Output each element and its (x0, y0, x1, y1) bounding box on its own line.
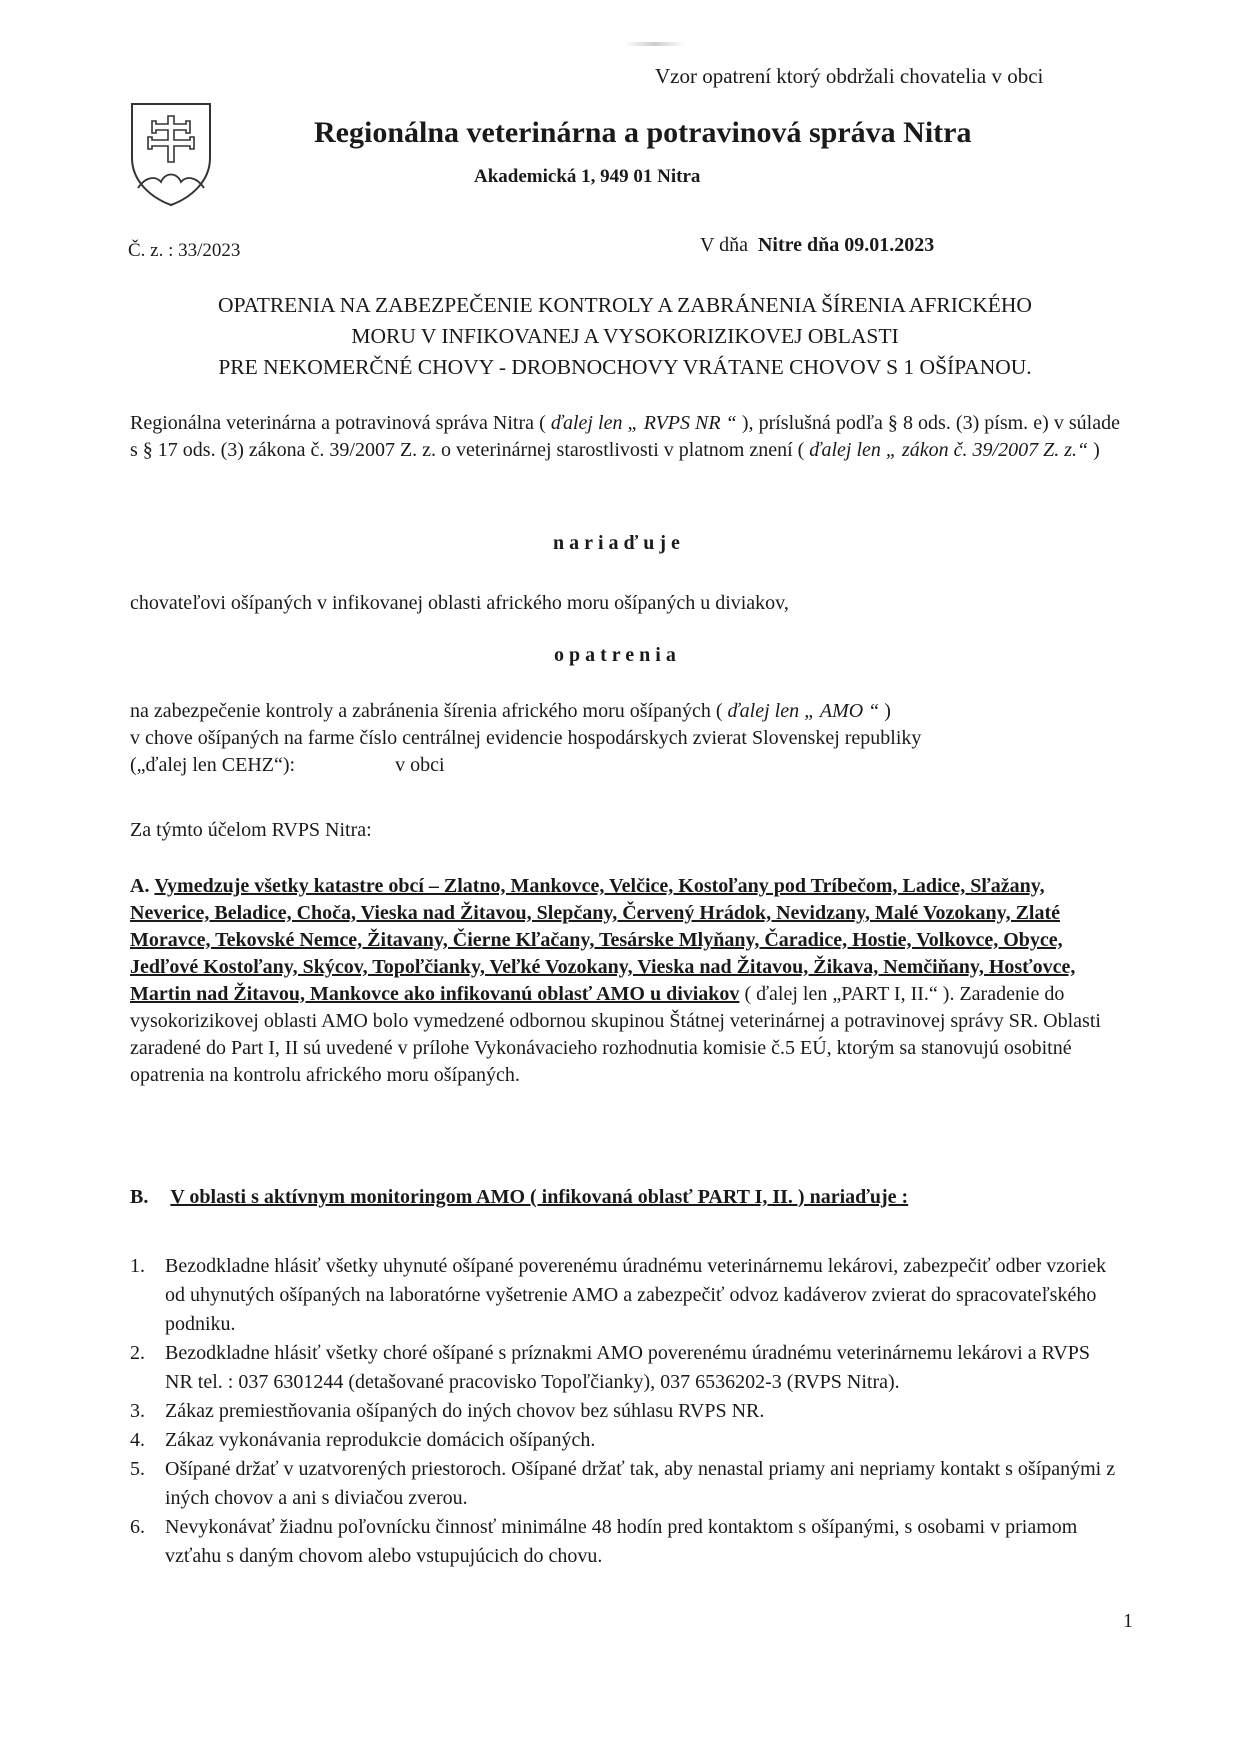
intro-text: ) (1088, 439, 1100, 461)
item-text: Ošípané držať v uzatvorených priestoroch. Ošípané držať tak, aby nenastal priamy ani nepriamy kontakt s ošípanými z iných chovov a ani s diviačou zverou. (165, 1458, 1116, 1509)
list-item (130, 1339, 1120, 1397)
list-item (130, 1455, 1120, 1513)
section-a (130, 873, 1120, 1089)
list-item (130, 1397, 1120, 1426)
date-prefix: V dňa (700, 234, 748, 256)
purpose-text: („ďalej len CEHZ“): (130, 754, 296, 776)
item-text: Zákaz premiestňovania ošípaných do iných chovov bez súhlasu RVPS NR. (165, 1400, 765, 1422)
organization-address: Akademická 1, 949 01 Nitra (474, 166, 701, 187)
intro-text: Regionálna veterinárna a potravinová správa Nitra ( (130, 412, 551, 434)
opatrenia-heading: opatrenia (554, 644, 681, 666)
section-b-heading (130, 1186, 908, 1209)
for-purpose-line: Za týmto účelom RVPS Nitra: (130, 819, 372, 841)
purpose-text: na zabezpečenie kontroly a zabránenia šírenia afrického moru ošípaných ( (130, 700, 728, 722)
reference-number: Č. z. : 33/2023 (128, 240, 241, 261)
section-b-title: V oblasti s aktívnym monitoringom AMO ( infikovaná oblasť PART I, II. ) nariaďuje : (170, 1186, 909, 1208)
item-number: 5. (130, 1458, 145, 1480)
purpose-line (130, 698, 1120, 725)
title-line: OPATRENIA NA ZABEZPEČENIE KONTROLY A ZABRÁNENIA ŠÍRENIA AFRICKÉHO (218, 293, 1032, 317)
intro-paragraph (130, 410, 1120, 464)
item-number: 6. (130, 1516, 145, 1538)
item-number: 3. (130, 1400, 145, 1422)
list-item (130, 1513, 1120, 1571)
purpose-line: v chove ošípaných na farme číslo centrálnej evidencie hospodárskych zvierat Slovenskej republiky (130, 727, 922, 749)
list-item (130, 1426, 1120, 1455)
item-number: 1. (130, 1255, 145, 1277)
item-text: Zákaz vykonávania reprodukcie domácich ošípaných. (165, 1429, 596, 1451)
measures-list (130, 1252, 1120, 1571)
list-item (130, 1252, 1120, 1339)
nariaduje-heading: nariaďuje (553, 532, 685, 554)
intro-abbrev: ďalej len „ zákon č. 39/2007 Z. z.“ (809, 439, 1089, 461)
header-note: Vzor opatrení ktorý obdržali chovatelia v obci (655, 64, 1044, 88)
item-text: Nevykonávať žiadnu poľovnícku činnosť minimálne 48 hodín pred kontaktom s ošípanými, s osobami v priamom vzťahu s daným chovom alebo vstupujúcich do chovu. (165, 1516, 1078, 1567)
recipient-line: chovateľovi ošípaných v infikovanej oblasti afrického moru ošípaných u diviakov, (130, 592, 789, 614)
title-line: PRE NEKOMERČNÉ CHOVY - DROBNOCHOVY VRÁTANE CHOVOV S 1 OŠÍPANOU. (218, 355, 1032, 380)
section-b-label: B. (130, 1186, 149, 1208)
intro-abbrev: ďalej len „ RVPS NR “ (550, 412, 737, 434)
item-text: Bezodkladne hlásiť všetky uhynuté ošípané poverenému úradnému veterinárnemu lekárovi, zabezpečiť odber vzoriek od uhynutých ošípaných na laboratórne vyšetrenie AMO a zabezpečiť odvoz kadáverov zvierat do spracovateľského podniku. (165, 1255, 1107, 1335)
organization-name: Regionálna veterinárna a potravinová správa Nitra (314, 116, 972, 149)
purpose-abbrev: ďalej len „ AMO “ (727, 700, 880, 722)
intro-text: ), príslušná podľa § 8 ods. (3) písm. e) v súlade s § 17 ods. (3) zákona č. 39/2007 Z. z. o veterinárnej starostlivosti v platnom znení ( (130, 412, 1120, 461)
title-line: MORU V INFIKOVANEJ A VYSOKORIZIKOVEJ OBLASTI (351, 324, 899, 349)
document-date (700, 234, 934, 257)
slovak-coat-of-arms-icon (128, 100, 214, 208)
section-a-label: A. (130, 875, 150, 897)
item-number: 4. (130, 1429, 145, 1451)
scan-artifact (625, 42, 685, 46)
document-title (130, 290, 1120, 384)
item-number: 2. (130, 1342, 145, 1364)
section-a-text: ( ďalej len „PART I, II.“ ). Zaradenie do vysokorizikovej oblasti AMO bolo vymedzené odbornou skupinou Štátnej veterinárnej a potravinovej správy SR. Oblasti zaradené do Part I, II sú uvedené v prílohe Vykonávacieho rozhodnutia komisie č.5 EÚ, ktorým sa stanovujú osobitné opatrenia na kontrolu afrického moru ošípaných. (130, 983, 1101, 1086)
item-text: Bezodkladne hlásiť všetky choré ošípané s príznakmi AMO poverenému úradnému veterinárnemu lekárovi a RVPS NR tel. : 037 6301244 (detašované pracovisko Topoľčianky), 037 6536202-3 (RVPS Nitra). (165, 1342, 1091, 1393)
purpose-paragraph (130, 698, 1120, 779)
date-value: Nitre dňa 09.01.2023 (757, 234, 935, 256)
purpose-text: ) (884, 700, 891, 722)
page-number: 1 (1123, 1610, 1133, 1632)
section-a-areas: Vymedzuje všetky katastre obcí – Zlatno, Mankovce, Velčice, Kostoľany pod Tríbečom, Ladice, Sľažany, Neverice, Beladice, Choča, Vieska nad Žitavou, Slepčany, Červený Hrádok, Nevidzany, Malé Vozokany, Zlaté Moravce, Tekovské Nemce, Žitavany, Čierne Kľačany, Tesárske Mlyňany, Čaradice, Hostie, Volkovce, Obyce, Jedľové Kostoľany, Skýcov, Topoľčianky, Veľké Vozokany, Vieska nad Žitavou, Žikava, Nemčiňany, Hosťovce, Martin nad Žitavou, Mankovce ako infikovanú oblasť AMO u diviakov (130, 875, 1076, 1005)
purpose-line (130, 752, 1120, 779)
purpose-text: v obci (395, 754, 445, 776)
